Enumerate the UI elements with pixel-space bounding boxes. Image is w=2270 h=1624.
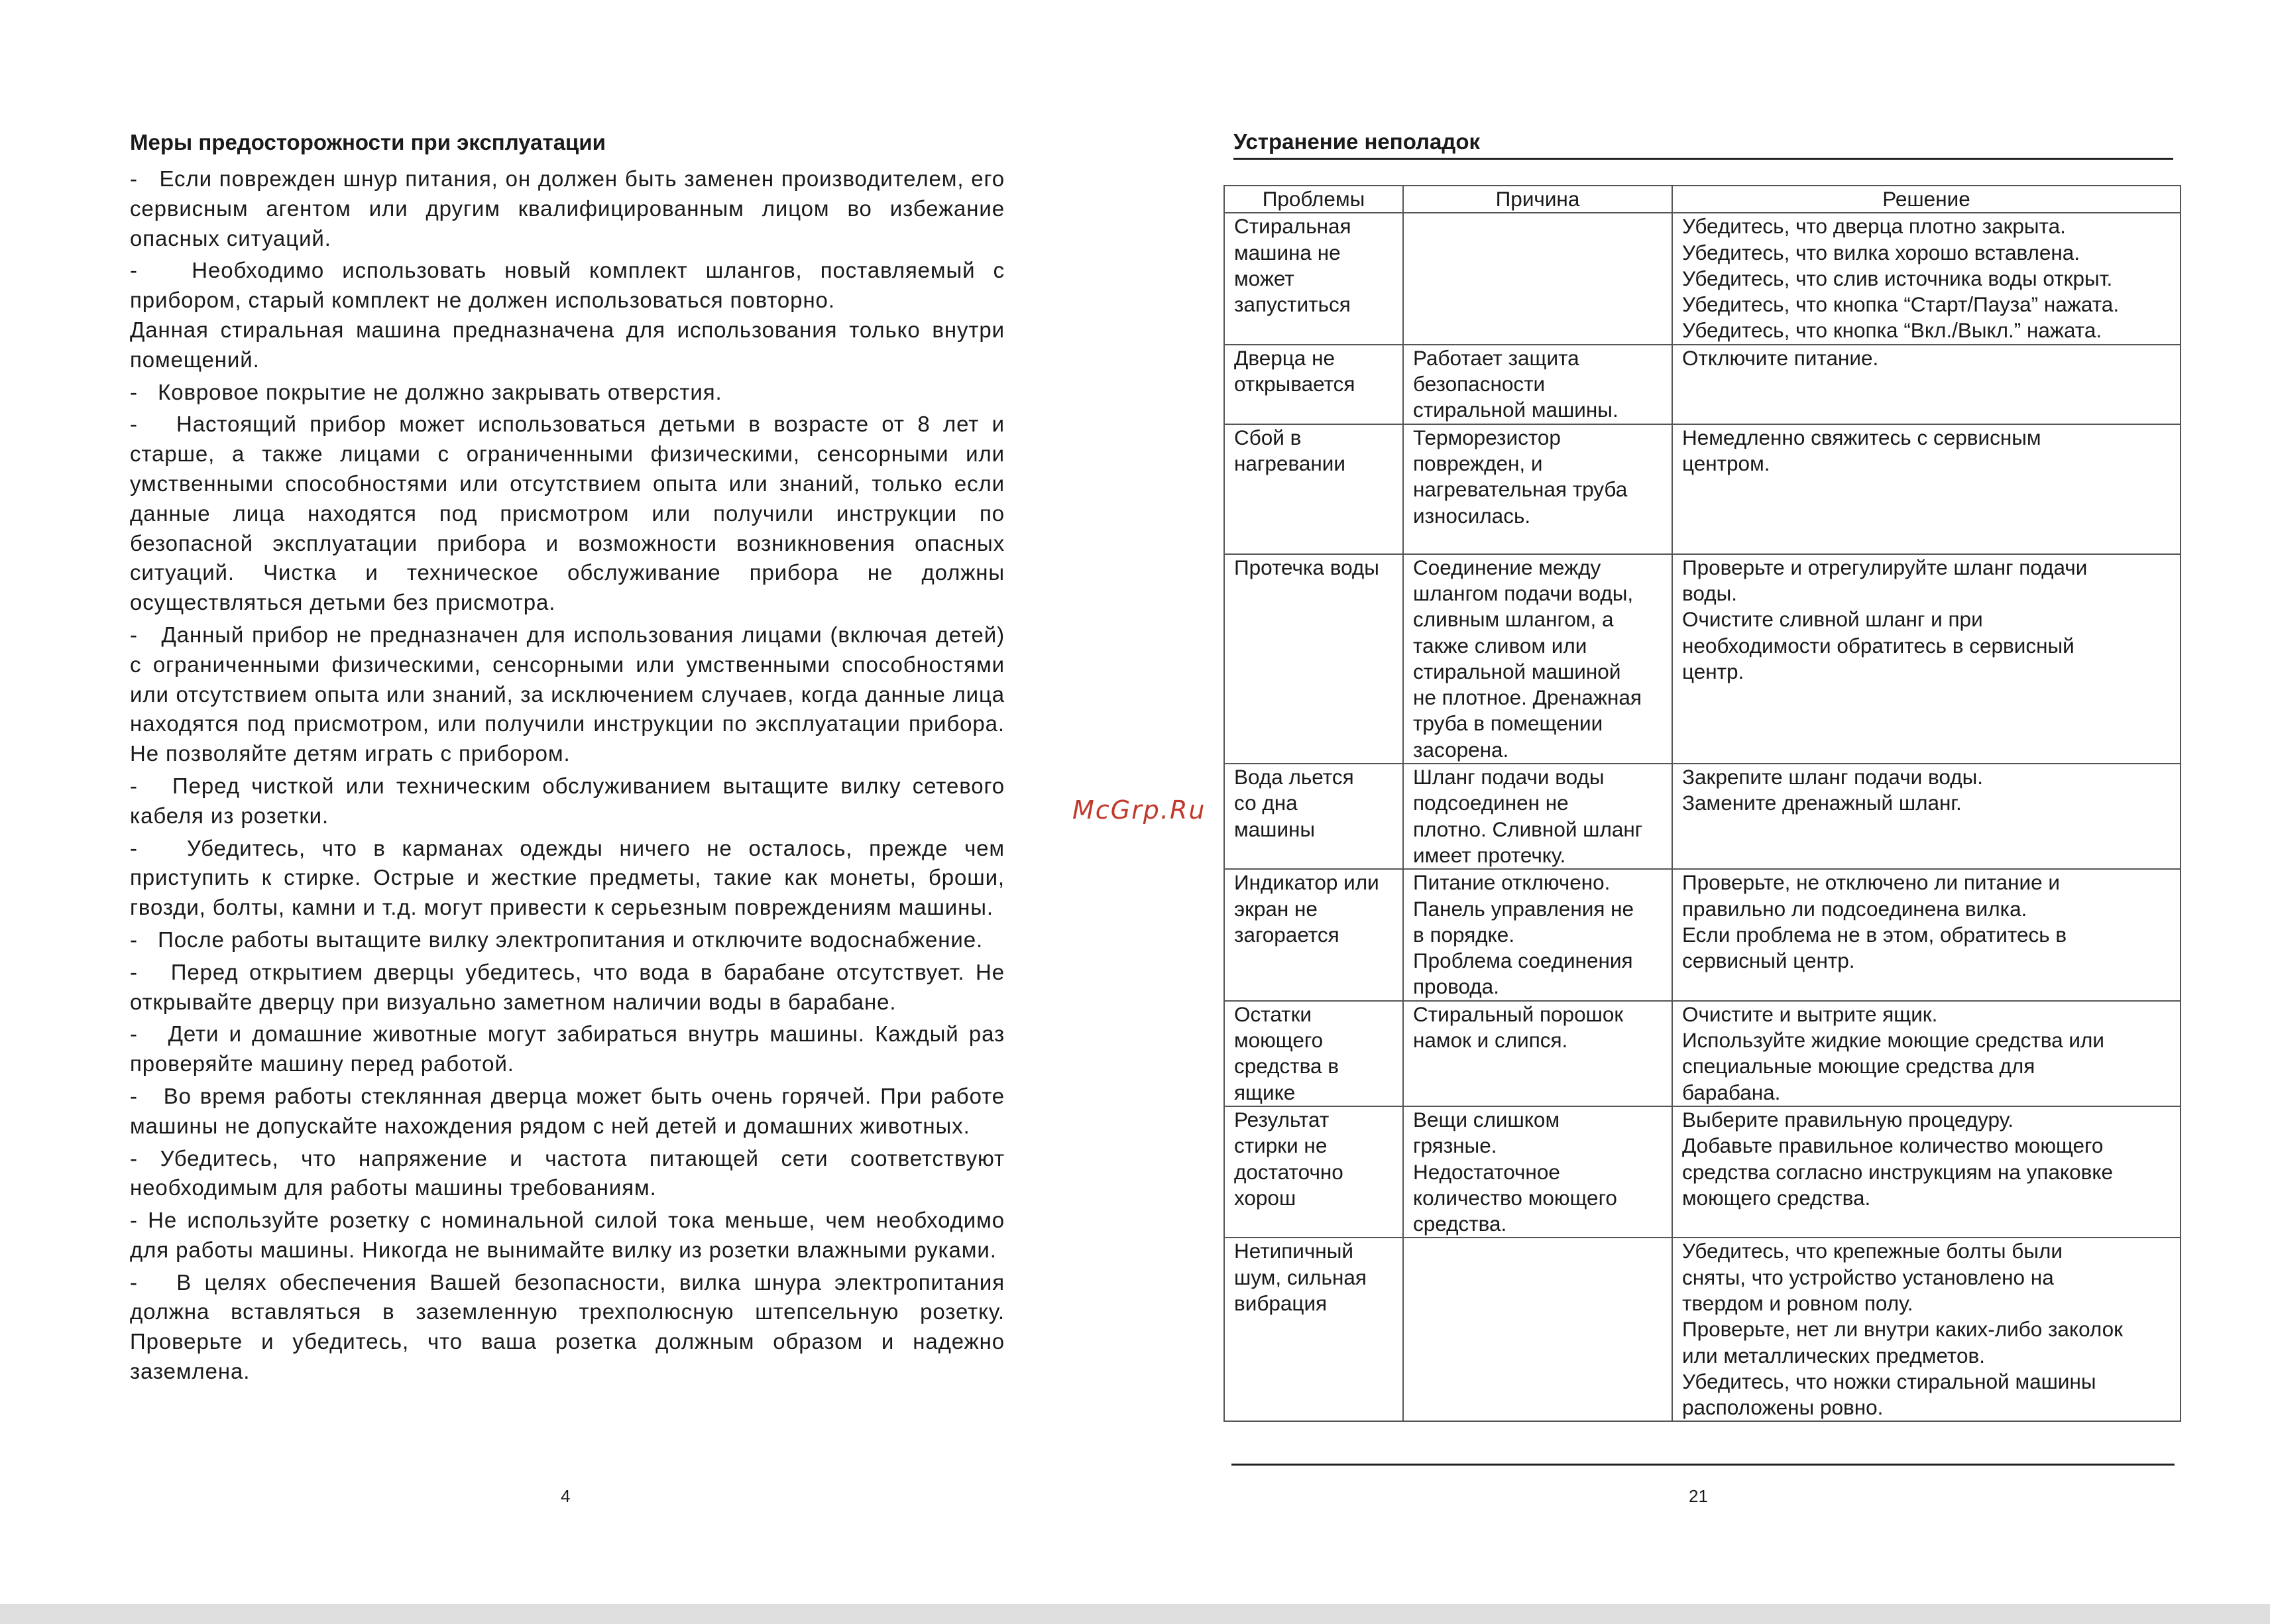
- cause-cell: [1403, 554, 1672, 764]
- cause-cell-line: поврежден, и: [1413, 451, 1543, 475]
- problem-cell-line: стирки не: [1234, 1133, 1328, 1158]
- solution-cell-line: Закрепите шланг подачи воды.: [1682, 765, 1983, 789]
- problem-cell-line: Вода льется: [1234, 765, 1354, 789]
- cause-cell-line: намок и слипся.: [1413, 1028, 1568, 1053]
- solution-cell-line: сервисный центр.: [1682, 949, 1855, 973]
- solution-cell-line: Проверьте и отрегулируйте шланг подачи: [1682, 555, 2088, 579]
- cause-cell: [1403, 1106, 1672, 1238]
- solution-cell: [1672, 1106, 2181, 1238]
- problem-cell: [1224, 424, 1403, 554]
- problem-cell: [1224, 213, 1403, 344]
- solution-cell-line: твердом и ровном полу.: [1682, 1291, 1913, 1315]
- problem-cell-line: со дна: [1234, 791, 1298, 815]
- cause-cell-line: Шланг подачи воды: [1413, 765, 1605, 789]
- left-page: [130, 126, 1012, 1389]
- cause-cell-line: провода.: [1413, 974, 1499, 999]
- table-row: [1224, 1238, 2181, 1421]
- cause-cell-line: средства.: [1413, 1212, 1507, 1236]
- solution-cell: [1672, 213, 2181, 344]
- solution-cell-line: Добавьте правильное количество моющего: [1682, 1133, 2104, 1158]
- problem-cell-line: Результат: [1234, 1107, 1330, 1131]
- cause-cell-line: имеет протечку.: [1413, 842, 1566, 867]
- problem-cell-line: экран не: [1234, 896, 1318, 921]
- troubleshooting-title: Устранение неполадок: [1233, 126, 2173, 160]
- bottom-rule: [1231, 1464, 2175, 1466]
- safety-paragraph: - Настоящий прибор может использоваться детьми в возрасте от 8 лет и старше, а также лицами с ограниченными физическими, сенсорными или умственными способностями или отсутствием опыта или знаний, только если данные лица находятся под присмотром или получили инструкции по безопасной эксплуатации прибора и возможности возникновения опасных ситуаций. Чистка и техническое обслуживание прибора не должны осуществляться детьми без присмотра.: [130, 412, 1012, 615]
- cause-cell: [1403, 764, 1672, 869]
- solution-cell-line: Немедленно свяжитесь с сервисным: [1682, 425, 2041, 449]
- solution-cell-line: Убедитесь, что кнопка “Старт/Пауза” нажата.: [1682, 292, 2120, 317]
- solution-cell-line: воды.: [1682, 581, 1737, 605]
- table-row: [1224, 1106, 2181, 1238]
- problem-cell-line: Индикатор или: [1234, 870, 1379, 895]
- problem-cell-line: Остатки: [1234, 1002, 1312, 1026]
- problem-cell-line: шум, сильная: [1234, 1265, 1367, 1289]
- solution-cell-line: Используйте жидкие моющие средства или: [1682, 1028, 2104, 1053]
- solution-cell-line: Убедитесь, что вилка хорошо вставлена.: [1682, 240, 2080, 264]
- solution-cell-line: моющего средства.: [1682, 1185, 1871, 1210]
- table-row: [1224, 345, 2181, 424]
- solution-cell-line: Убедитесь, что ножки стиральной машины: [1682, 1369, 2096, 1393]
- table-row: [1224, 424, 2181, 554]
- cause-cell-line: засорена.: [1413, 737, 1509, 762]
- solution-cell-line: Убедитесь, что дверца плотно закрыта.: [1682, 214, 2066, 239]
- cause-cell-line: плотно. Сливной шланг: [1413, 817, 1643, 841]
- problem-cell-line: нагревании: [1234, 451, 1345, 475]
- cause-cell: [1403, 869, 1672, 1000]
- cause-cell-line: Соединение между: [1413, 555, 1601, 579]
- solution-cell: [1672, 1001, 2181, 1106]
- problem-cell-line: Стиральная: [1234, 214, 1351, 239]
- table-body: [1224, 213, 2181, 1421]
- problem-cell-line: машина не: [1234, 240, 1341, 264]
- problem-cell-line: вибрация: [1234, 1291, 1328, 1315]
- problem-cell-line: открывается: [1234, 372, 1355, 396]
- problem-cell: [1224, 764, 1403, 869]
- solution-cell-line: Очистите сливной шланг и при: [1682, 607, 1983, 632]
- cause-cell: [1403, 1238, 1672, 1421]
- troubleshooting-table: [1223, 185, 2181, 1422]
- cause-cell-line: нагревательная труба: [1413, 477, 1628, 502]
- solution-cell-line: Проверьте, нет ли внутри каких-либо заколок: [1682, 1317, 2123, 1342]
- solution-cell-line: Выберите правильную процедуру.: [1682, 1107, 2014, 1131]
- cause-cell-line: грязные.: [1413, 1133, 1497, 1158]
- cause-cell-line: безопасности: [1413, 372, 1546, 396]
- safety-section-title: Меры предосторожности при эксплуатации: [130, 130, 606, 154]
- safety-paragraph: - Если поврежден шнур питания, он должен быть заменен производителем, его сервисным агентом или другим квалифицированным лицом во избежание опасных ситуаций.: [130, 166, 1012, 251]
- solution-cell-line: Замените дренажный шланг.: [1682, 791, 1962, 815]
- safety-paragraph: - Перед открытием дверцы убедитесь, что вода в барабане отсутствует. Не открывайте дверцу при визуально заметном наличии воды в барабане.: [130, 959, 1012, 1014]
- cause-cell-line: Терморезистор: [1413, 425, 1561, 449]
- problem-cell-line: Нетипичный: [1234, 1239, 1353, 1263]
- cause-cell-line: стиральной машиной: [1413, 659, 1621, 683]
- safety-paragraph: - Перед чисткой или техническим обслуживанием вытащите вилку сетевого кабеля из розетки.: [130, 773, 1012, 828]
- cause-cell-line: Работает защита: [1413, 345, 1579, 370]
- safety-paragraph: - Дети и домашние животные могут забираться внутрь машины. Каждый раз проверяйте машину перед работой.: [130, 1021, 1012, 1076]
- problem-cell: [1224, 869, 1403, 1000]
- cause-cell-line: сливным шлангом, а: [1413, 607, 1614, 632]
- left-page-number: 4: [561, 1486, 571, 1506]
- solution-cell: [1672, 345, 2181, 424]
- solution-cell-line: специальные моющие средства для: [1682, 1054, 2035, 1078]
- solution-cell: [1672, 1238, 2181, 1421]
- solution-cell-line: средства согласно инструкциям на упаковке: [1682, 1159, 2114, 1184]
- cause-cell-line: Проблема соединения: [1413, 949, 1633, 973]
- solution-cell-line: Проверьте, не отключено ли питание и: [1682, 870, 2060, 895]
- cause-cell: [1403, 424, 1672, 554]
- cause-cell-line: Вещи слишком: [1413, 1107, 1560, 1131]
- cause-cell-line: Питание отключено.: [1413, 870, 1611, 895]
- problem-cell: [1224, 1106, 1403, 1238]
- solution-cell-line: центром.: [1682, 451, 1770, 475]
- safety-paragraph: - Убедитесь, что в карманах одежды ничего не осталось, прежде чем приступить к стирке. Острые и жесткие предметы, такие как монеты, броши, гвозди, болты, камни и т.д. могут привести к серьезным повреждениям машины.: [130, 835, 1012, 920]
- cause-cell-line: Панель управления не: [1413, 896, 1634, 921]
- cause-cell-line: труба в помещении: [1413, 711, 1603, 736]
- problem-cell-line: может: [1234, 266, 1294, 290]
- solution-cell: [1672, 424, 2181, 554]
- watermark: McGrp.Ru: [1072, 795, 1206, 825]
- scan-bottom-edge: [0, 1604, 2270, 1624]
- safety-paragraph: - В целях обеспечения Вашей безопасности, вилка шнура электропитания должна вставляться в заземленную трехполюсную штепсельную розетку. Проверьте и убедитесь, что ваша розетка должным образом и надежно заземлена.: [130, 1269, 1012, 1384]
- solution-cell-line: правильно ли подсоединена вилка.: [1682, 896, 2027, 921]
- solution-cell-line: Убедитесь, что слив источника воды открыт.: [1682, 266, 2113, 290]
- problem-cell-line: ящике: [1234, 1080, 1296, 1104]
- safety-paragraphs: [130, 164, 1012, 1387]
- solution-cell-line: расположены ровно.: [1682, 1395, 1884, 1420]
- problem-cell-line: запуститься: [1234, 292, 1351, 317]
- solution-cell-line: сняты, что устройство установлено на: [1682, 1265, 2054, 1289]
- problem-cell-line: хорош: [1234, 1185, 1296, 1210]
- solution-cell-line: Очистите и вытрите ящик.: [1682, 1002, 1938, 1026]
- header-problems: Проблемы: [1224, 186, 1403, 213]
- right-page-number: 21: [1689, 1486, 1708, 1506]
- cause-cell-line: количество моющего: [1413, 1185, 1617, 1210]
- header-cause: Причина: [1403, 186, 1672, 213]
- solution-cell-line: Убедитесь, что кнопка “Вкл./Выкл.” нажата.: [1682, 318, 2102, 343]
- table-row: [1224, 1001, 2181, 1106]
- problem-cell-line: средства в: [1234, 1054, 1339, 1078]
- problem-cell-line: Сбой в: [1234, 425, 1302, 449]
- table-row: [1224, 869, 2181, 1000]
- table-row: [1224, 554, 2181, 764]
- solution-cell-line: необходимости обратитесь в сервисный: [1682, 633, 2074, 658]
- safety-paragraph: - Данный прибор не предназначен для использования лицами (включая детей) с ограниченными физическими, сенсорными или умственными способностями или отсутствием опыта или знаний, за исключением случаев, когда данные лица находятся под присмотром, или получили инструкции по эксплуатации прибора. Не позволяйте детям играть с прибором.: [130, 622, 1012, 766]
- problem-cell: [1224, 554, 1403, 764]
- problem-cell: [1224, 345, 1403, 424]
- cause-cell-line: Недостаточное: [1413, 1159, 1560, 1184]
- problem-cell-line: Протечка воды: [1234, 555, 1379, 579]
- solution-cell-line: центр.: [1682, 659, 1744, 683]
- cause-cell-line: износилась.: [1413, 503, 1531, 528]
- cause-cell-line: шлангом подачи воды,: [1413, 581, 1634, 605]
- solution-cell-line: барабана.: [1682, 1080, 1781, 1104]
- solution-cell: [1672, 869, 2181, 1000]
- table-header-row: [1224, 186, 2181, 213]
- table-row: [1224, 764, 2181, 869]
- problem-cell: [1224, 1001, 1403, 1106]
- cause-cell-line: также сливом или: [1413, 633, 1587, 658]
- cause-cell-line: стиральной машины.: [1413, 398, 1618, 422]
- safety-paragraph: - Не используйте розетку с номинальной силой тока меньше, чем необходимо для работы машины. Никогда не вынимайте вилку из розетки влажными руками.: [130, 1208, 1012, 1262]
- problem-cell-line: Дверца не: [1234, 345, 1335, 370]
- safety-paragraph: - Во время работы стеклянная дверца может быть очень горячей. При работе машины не допускайте нахождения рядом с ней детей и домашних животных.: [130, 1083, 1012, 1138]
- problem-cell-line: моющего: [1234, 1028, 1324, 1053]
- solution-cell-line: Убедитесь, что крепежные болты были: [1682, 1239, 2063, 1263]
- solution-cell-line: Отключите питание.: [1682, 345, 1879, 370]
- safety-paragraph: - Убедитесь, что напряжение и частота питающей сети соответствуют необходимым для работы машины требованиям.: [130, 1145, 1012, 1200]
- safety-paragraph: - Ковровое покрытие не должно закрывать отверстия.: [130, 379, 722, 404]
- cause-cell-line: в порядке.: [1413, 922, 1515, 947]
- table-row: [1224, 213, 2181, 344]
- problem-cell: [1224, 1238, 1403, 1421]
- cause-cell-line: Стиральный порошок: [1413, 1002, 1624, 1026]
- solution-cell-line: Если проблема не в этом, обратитесь в: [1682, 922, 2067, 947]
- cause-cell-line: не плотное. Дренажная: [1413, 685, 1642, 710]
- problem-cell-line: машины: [1234, 817, 1316, 841]
- cause-cell: [1403, 213, 1672, 344]
- solution-cell-line: или металлических предметов.: [1682, 1343, 1985, 1367]
- problem-cell-line: загорается: [1234, 922, 1339, 947]
- cause-cell: [1403, 1001, 1672, 1106]
- solution-cell: [1672, 554, 2181, 764]
- cause-cell: [1403, 345, 1672, 424]
- problem-cell-line: достаточно: [1234, 1159, 1343, 1184]
- solution-cell: [1672, 764, 2181, 869]
- cause-cell-line: подсоединен не: [1413, 791, 1569, 815]
- header-solution: Решение: [1672, 186, 2181, 213]
- safety-paragraph: - После работы вытащите вилку электропитания и отключите водоснабжение.: [130, 927, 984, 952]
- safety-paragraph: - Необходимо использовать новый комплект шлангов, поставляемый с прибором, старый комплект не должен использоваться повторно. Данная стиральная машина предназначена для использования только внутри помещений.: [130, 258, 1005, 372]
